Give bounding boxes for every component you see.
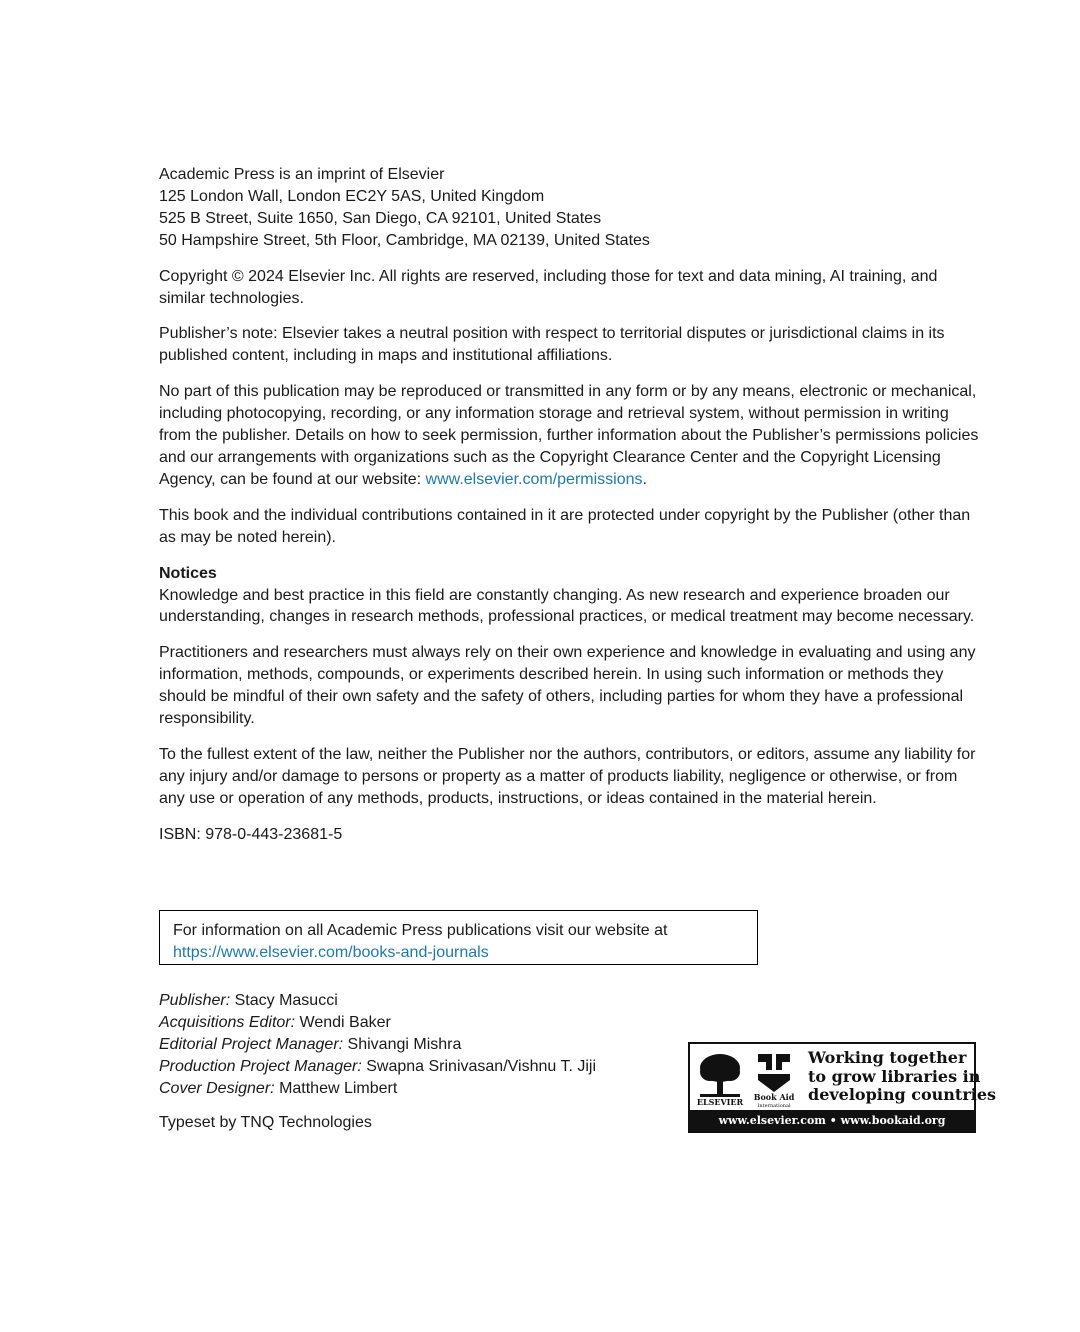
publisher-note: Publisher’s note: Elsevier takes a neutral position with respect to territorial disputes or jurisdictional claims in its published content, including in maps and institutional affiliations.	[159, 325, 945, 365]
staff-name: Matthew Limbert	[279, 1080, 398, 1097]
notices-paragraph-3: To the fullest extent of the law, neither the Publisher nor the authors, contributors, or editors, assume any liability for any injury and/or damage to persons or property as a matter of products liability, negligence or otherwise, or from any use or operation of any methods, products, instructions, or ideas contained in the material herein.	[159, 745, 976, 807]
isbn: ISBN: 978-0-443-23681-5	[159, 825, 343, 843]
notices-heading: Notices	[159, 564, 217, 582]
copyright-page-body	[159, 164, 979, 846]
staff-line	[159, 1012, 596, 1034]
address-line: Academic Press is an imprint of Elsevier	[159, 166, 445, 183]
typeset-credit: Typeset by TNQ Technologies	[159, 1114, 372, 1131]
books-journals-link[interactable]: https://www.elsevier.com/books-and-journals	[173, 944, 489, 961]
bookaid-label: Book Aid	[753, 1092, 795, 1102]
elsevier-label: ELSEVIER	[696, 1097, 744, 1107]
permissions-text: No part of this publication may be reproduced or transmitted in any form or by any means, electronic or mechanical, including photocopying, recording, or any information storage and retrieval system, without permission in writing from the publisher. Details on how to seek permission, further information about the Publisher’s permissions policies and our arrangements with organizations such as the Copyright Clearance Center and the Copyright Licensing Agency, can be found at our website:	[159, 383, 979, 488]
staff-name: Stacy Masucci	[234, 992, 338, 1009]
tagline-line: developing countries	[808, 1085, 997, 1104]
protection-paragraph: This book and the individual contributions contained in it are protected under copyright by the Publisher (other than as may be noted herein).	[159, 506, 971, 546]
info-box-text: For information on all Academic Press publications visit our website at	[173, 922, 668, 939]
website-info-box	[159, 910, 758, 965]
notices-paragraph-1: Knowledge and best practice in this field are constantly changing. As new research and experience broaden our understanding, changes in research methods, professional practices, or medical treatment may become necessary.	[159, 586, 975, 626]
staff-role: Publisher:	[159, 992, 231, 1009]
copyright-statement: Copyright © 2024 Elsevier Inc. All rights are reserved, including those for text and data mining, AI training, and similar technologies.	[159, 267, 938, 307]
staff-role: Production Project Manager:	[159, 1058, 362, 1075]
tree-book-icon	[696, 1050, 802, 1108]
logo-footer-urls: www.elsevier.com • www.bookaid.org	[690, 1110, 974, 1131]
staff-line	[159, 1078, 596, 1100]
staff-line	[159, 990, 596, 1012]
staff-name: Shivangi Mishra	[347, 1036, 462, 1053]
tagline-line: Working together	[808, 1048, 967, 1067]
staff-name: Wendi Baker	[299, 1014, 391, 1031]
address-line: 50 Hampshire Street, 5th Floor, Cambridge, MA 02139, United States	[159, 231, 650, 249]
staff-line	[159, 1034, 596, 1056]
staff-name: Swapna Srinivasan/Vishnu T. Jiji	[366, 1058, 596, 1075]
permissions-link[interactable]: www.elsevier.com/permissions	[425, 470, 643, 488]
logo-tagline	[808, 1049, 996, 1105]
permissions-paragraph	[159, 381, 979, 491]
bookaid-sublabel: International	[757, 1103, 791, 1108]
elsevier-bookaid-logo	[688, 1042, 997, 1133]
address-line: 525 B Street, Suite 1650, San Diego, CA 92101, United States	[159, 209, 602, 227]
notices-paragraph-2: Practitioners and researchers must always rely on their own experience and knowledge in evaluating and using any information, methods, compounds, or experiments described herein. In using such information or methods they should be mindful of their own safety and the safety of others, including parties for whom they have a professional responsibility.	[159, 644, 976, 728]
staff-role: Acquisitions Editor:	[159, 1014, 296, 1031]
staff-credits	[159, 990, 596, 1100]
permissions-end: .	[642, 470, 647, 488]
address-line: 125 London Wall, London EC2Y 5AS, United Kingdom	[159, 187, 545, 205]
staff-line	[159, 1056, 596, 1078]
publisher-address	[159, 164, 979, 252]
staff-role: Cover Designer:	[159, 1080, 275, 1097]
tagline-line: to grow libraries in	[808, 1066, 981, 1086]
staff-role: Editorial Project Manager:	[159, 1036, 344, 1053]
